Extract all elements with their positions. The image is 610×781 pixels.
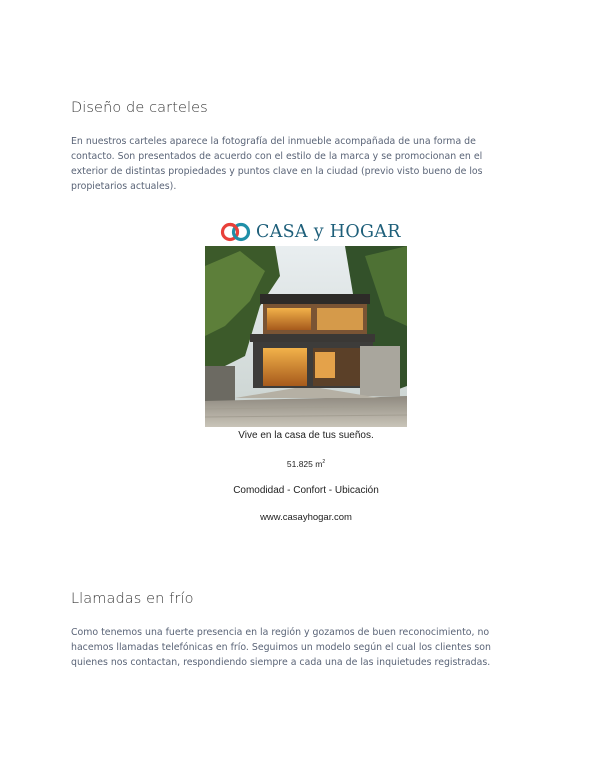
section-text-cold-calls: Como tenemos una fuerte presencia en la región y gozamos de buen reconocimiento, no hacemos llamadas telefónicas en frío. Seguimos un modelo según el cual los clientes son quienes nos contactan, respondiendo siempre a cada una de las inquietudes registradas.: [71, 627, 491, 668]
brand-logo: [220, 218, 401, 246]
brand-link-icon: [220, 222, 252, 242]
poster-area-unit-sup: 2: [322, 459, 326, 466]
poster-area: [205, 459, 407, 469]
house-photo: [205, 246, 407, 427]
poster-website: www.casayhogar.com: [260, 512, 352, 523]
poster-tagline: Vive en la casa de tus sueños.: [238, 430, 374, 441]
poster-features: Comodidad - Confort - Ubicación: [233, 485, 379, 496]
section-text-poster-design: En nuestros carteles aparece la fotografía del inmueble acompañada de una forma de contacto. Son presentados de acuerdo con el estilo de la marca y se promocionan en el exterior de distintas propiedades y puntos clave en la ciudad (previo visto bueno de los propietarios actuales).: [71, 136, 483, 192]
section-title-poster-design: Diseño de carteles: [71, 100, 208, 116]
section-title-cold-calls: Llamadas en frío: [71, 591, 194, 607]
poster-area-value: 51.825 m: [286, 459, 323, 469]
brand-name: CASA y HOGAR: [256, 222, 401, 242]
